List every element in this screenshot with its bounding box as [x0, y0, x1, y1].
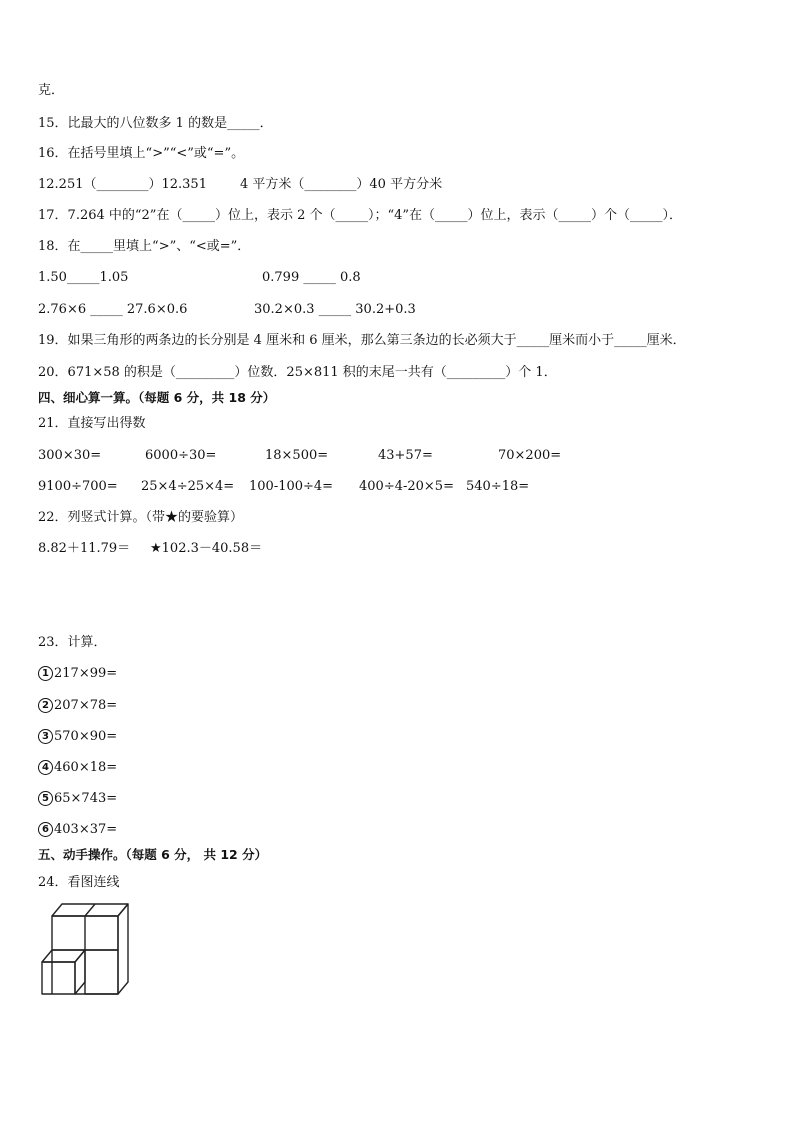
- question-18-b: 0.799 _____ 0.8: [262, 270, 361, 285]
- q23-item: [38, 759, 117, 777]
- question-18-d: 30.2×0.3 _____ 30.2+0.3: [254, 302, 416, 317]
- circled-number: 4: [38, 760, 53, 775]
- question-18: 18．在_____里填上“>”、“<或=”．: [38, 239, 251, 254]
- question-18-c: 2.76×6 _____ 27.6×0.6: [38, 302, 188, 317]
- q21-item: 6000÷30=: [145, 448, 217, 463]
- q21-item: 18×500=: [265, 448, 329, 463]
- circled-number: 2: [38, 698, 53, 713]
- question-22: 22．列竖式计算。（带★的要验算）: [38, 510, 244, 525]
- q23-expression: 217×99=: [54, 666, 118, 681]
- circled-number: 6: [38, 822, 53, 837]
- q21-item: 540÷18=: [466, 479, 530, 494]
- q23-expression: 207×78=: [54, 698, 118, 713]
- q23-item: [38, 665, 117, 683]
- question-23: 23．计算．: [38, 635, 107, 650]
- q21-item: 400÷4-20×5=: [359, 479, 454, 494]
- q21-item: 70×200=: [498, 448, 562, 463]
- q22-item: ★102.3－40.58＝: [150, 541, 263, 556]
- question-15: 15．比最大的八位数多 1 的数是_____．: [38, 116, 273, 131]
- q23-expression: 403×37=: [54, 822, 118, 837]
- q21-item: 300×30=: [38, 448, 102, 463]
- q21-item: 100-100÷4=: [249, 479, 334, 494]
- question-19: 19．如果三角形的两条边的长分别是 4 厘米和 6 厘米，那么第三条边的长必须大于_____厘米而小于_____厘米．: [38, 333, 686, 348]
- question-17: 17．7.264 中的“2”在（_____）位上，表示 2 个（_____）；“4”在（_____）位上，表示（_____）个（_____）．: [38, 208, 683, 223]
- q23-expression: 65×743=: [54, 791, 118, 806]
- q21-item: 9100÷700=: [38, 479, 118, 494]
- q21-item: 25×4÷25×4=: [141, 479, 235, 494]
- question-18-a: 1.50_____1.05: [38, 270, 129, 285]
- circled-number: 5: [38, 791, 53, 806]
- q23-expression: 570×90=: [54, 729, 118, 744]
- q23-item: [38, 728, 117, 746]
- question-16: 16．在括号里填上“>”“<”或“=”。: [38, 146, 245, 161]
- question-16-a: 12.251（________）12.351: [38, 177, 207, 192]
- circled-number: 3: [38, 729, 53, 744]
- text-line: 克．: [38, 83, 65, 98]
- question-20: 20．671×58 的积是（_________）位数．25×811 积的末尾一共有（_________）个 1．: [38, 365, 557, 380]
- q21-item: 43+57=: [378, 448, 433, 463]
- section-4-heading: 四、细心算一算。（每题 6 分，共 18 分）: [38, 390, 276, 405]
- q23-item: [38, 821, 117, 839]
- q22-item: 8.82＋11.79＝: [38, 541, 131, 556]
- q23-expression: 460×18=: [54, 760, 118, 775]
- q23-item: [38, 790, 117, 808]
- section-5-heading: 五、动手操作。（每题 6 分， 共 12 分）: [38, 847, 268, 862]
- question-16-b: 4 平方米（________）40 平方分米: [240, 177, 443, 192]
- question-21: 21．直接写出得数: [38, 416, 146, 431]
- circled-number: 1: [38, 666, 53, 681]
- q23-item: [38, 697, 117, 715]
- cube-stack-figure: [36, 900, 136, 1000]
- question-24: 24．看图连线: [38, 875, 120, 890]
